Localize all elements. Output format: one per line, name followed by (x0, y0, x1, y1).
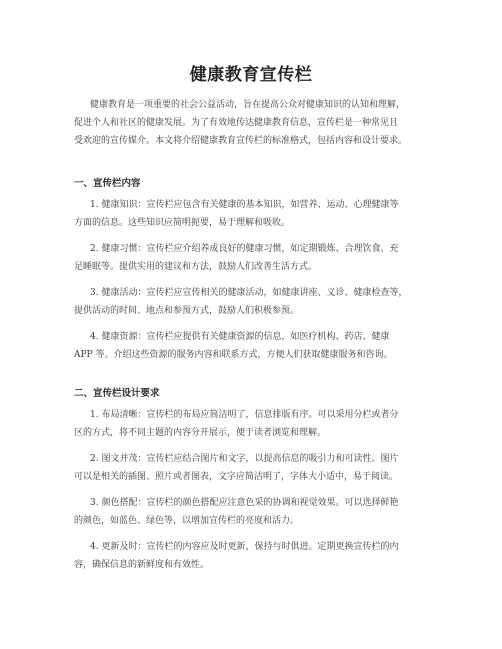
section2-item-3 (74, 494, 434, 530)
text-line: 3. 健康活动：宣传栏应宣传相关的健康活动，如健康讲座、义诊、健康检查等， (90, 288, 408, 298)
text-line: 方面的信息。这些知识应简明扼要，易于理解和吸收。 (74, 218, 291, 228)
text-line: 的颜色，如蓝色、绿色等，以增加宣传栏的亮度和活力。 (74, 516, 300, 526)
text-line: 2. 健康习惯：宣传栏应介绍养成良好的健康习惯，如定期锻炼、合理饮食、充 (90, 244, 399, 254)
text-line: 促进个人和社区的健康发展。为了有效地传达健康教育信息，宣传栏是一种常见且 (74, 118, 399, 128)
section1-item-2 (74, 240, 434, 276)
text-line: 3. 颜色搭配：宣传栏的颜色搭配应注意色采的协调和视觉效果。可以选择鲜艳 (90, 498, 399, 508)
text-line: 区的方式，将不同主题的内容分开展示，便于读者浏览和理解。 (74, 428, 327, 438)
text-line: 4. 健康资源：宣传栏应提供有关健康资源的信息，如医疗机构、药店、健康 (90, 332, 390, 342)
text-line: 4. 更新及时：宣传栏的内容应及时更新，保持与时俱进。定期更换宣传栏的内 (90, 542, 399, 552)
section-heading: 二、宣传栏设计要求 (74, 388, 160, 399)
text-line: 提供活动的时间、地点和参预方式，鼓励人们积极参预。 (74, 306, 300, 316)
section2-item-4 (74, 538, 434, 574)
intro-paragraph (74, 96, 434, 150)
text-line: 1. 健康知识：宣传栏应包含有关健康的基本知识，如营养、运动、心理健康等 (90, 200, 399, 210)
text-line: 1. 布局清晰：宣传栏的布局应简洁明了，信息排版有序。可以采用分栏或者分 (90, 410, 399, 420)
section2-item-2 (74, 450, 434, 486)
text-line: 2. 图文并茂：宣传栏应结合图片和文字，以提高信息的吸引力和可读性。图片 (90, 454, 399, 464)
section-heading: 一、宣传栏内容 (74, 178, 141, 189)
section1-item-1 (74, 196, 434, 232)
text-line: 受欢迎的宣传媒介。本文将介绍健康教育宣传栏的标准格式，包括内容和设计要求。 (74, 136, 408, 146)
section2-item-1 (74, 406, 434, 442)
text-line: 健康教育是一项重要的社会公益活动，旨在提高公众对健康知识的认知和理解， (90, 100, 406, 110)
text-line: 容，确保信息的新鲜度和有效性。 (74, 560, 210, 570)
text-line: 足睡眠等。提供实用的建议和方法，鼓励人们改善生活方式。 (74, 262, 318, 272)
text-line: APP 等。介绍这些资源的服务内容和联系方式，方便人们获取健康服务和咨询。 (74, 350, 393, 360)
page-title: 健康教育宣传栏 (189, 65, 313, 85)
text-line: 可以是相关的插图、照片或者图表，文字应简洁明了，字体大小适中，易于阅读。 (74, 472, 399, 482)
section1-item-4 (74, 328, 434, 364)
section1-item-3 (74, 284, 434, 320)
